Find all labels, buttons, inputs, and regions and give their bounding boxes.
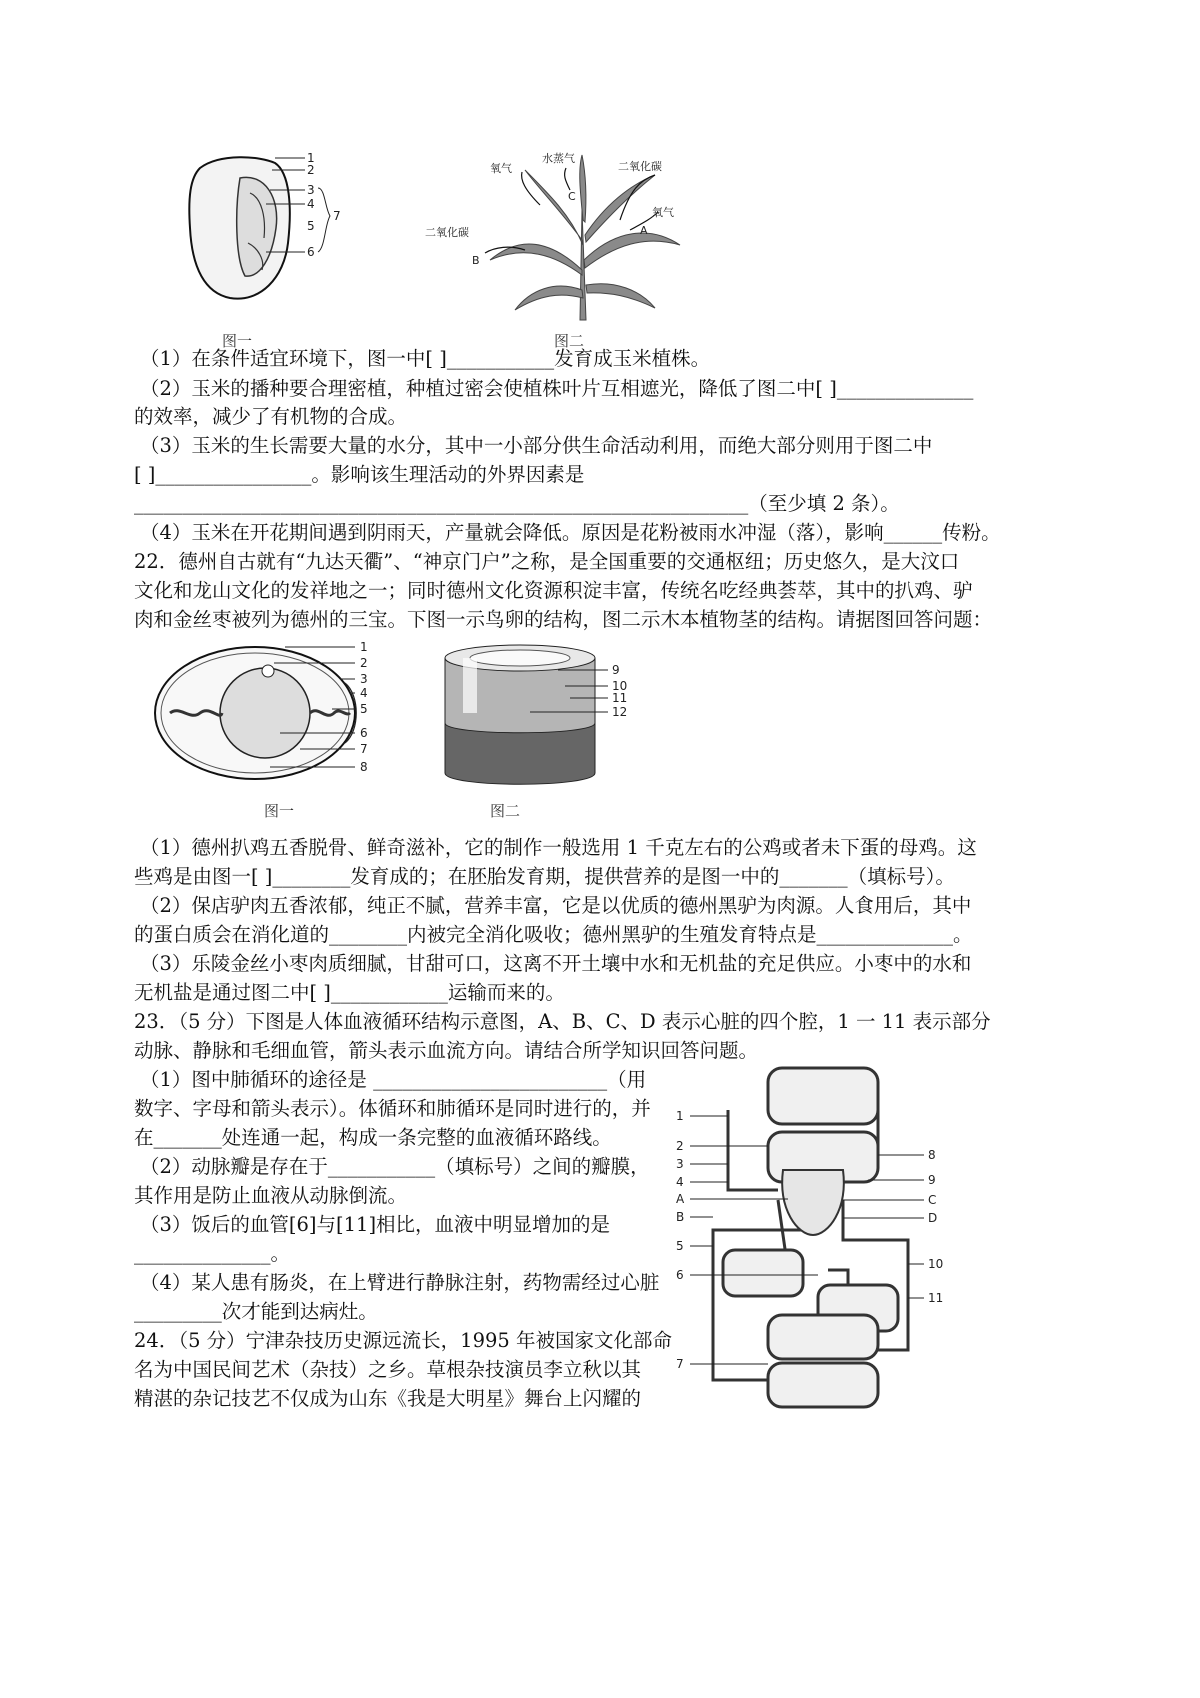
plant-label-oxygen-right: 氧气 — [652, 206, 674, 219]
corn-label-7: 7 — [333, 209, 341, 223]
q24-line-2: 名为中国民间艺术（杂技）之乡。草根杂技演员李立秋以其 — [134, 1358, 642, 1381]
plant-label-oxygen-left: 氧气 — [490, 162, 512, 175]
q21-line-1: （1）在条件适宜环境下，图一中[ ]___________发育成玉米植株。 — [140, 347, 711, 370]
egg-drawing — [150, 635, 390, 785]
corn-seed-drawing — [180, 148, 380, 318]
circ-label-7: 7 — [676, 1357, 684, 1371]
egg-label-2: 2 — [360, 656, 368, 670]
q23-line-8: （3）饭后的血管[6]与[11]相比，血液中明显增加的是 — [140, 1213, 611, 1236]
q21-line-5: [ ]________________。影响该生理活动的外界因素是 — [134, 463, 585, 486]
q23-line-2: 动脉、静脉和毛细血管，箭头表示血流方向。请结合所学知识回答问题。 — [134, 1039, 759, 1062]
q23-line-3: （1）图中肺循环的途径是 ________________________（用 — [140, 1068, 647, 1091]
plant-label-co2-right: 二氧化碳 — [618, 160, 662, 173]
circ-label-8: 8 — [928, 1148, 936, 1162]
circulation-figure — [668, 1060, 968, 1410]
q23-line-1: 23．（5 分）下图是人体血液循环结构示意图，A、B、C、D 表示心脏的四个腔，1 一 11 表示部分 — [134, 1010, 991, 1033]
egg-figure — [150, 635, 390, 785]
q21-line-6: _______________________________________________________________（至少填 2 条）。 — [134, 492, 900, 515]
corn-label-5: 5 — [307, 219, 315, 233]
circ-label-1: 1 — [676, 1109, 684, 1123]
stem-figure-caption: 图二 — [490, 802, 521, 820]
q22b-line-6: 无机盐是通过图二中[ ]____________运输而来的。 — [134, 981, 565, 1004]
q24-line-3: 精湛的杂记技艺不仅成为山东《我是大明星》舞台上闪耀的 — [134, 1387, 642, 1410]
q22-line-3: 肉和金丝枣被列为德州的三宝。下图一示鸟卵的结构，图二示木本植物茎的结构。请据图回答问题： — [134, 608, 993, 631]
q22b-line-3: （2）保店驴肉五香浓郁，纯正不腻，营养丰富，它是以优质的德州黑驴为肉源。人食用后，其中 — [140, 894, 972, 917]
circ-label-4: 4 — [676, 1175, 684, 1189]
stem-label-11: 11 — [612, 691, 628, 705]
q21-line-7: （4）玉米在开花期间遇到阴雨天，产量就会降低。原因是花粉被雨水冲湿（落），影响______传粉。 — [140, 521, 1001, 544]
corn-label-1: 1 — [307, 151, 315, 165]
stem-figure — [440, 638, 650, 788]
circ-label-2: 2 — [676, 1139, 684, 1153]
q22-line-2: 文化和龙山文化的发祥地之一；同时德州文化资源积淀丰富，传统名吃经典荟萃，其中的扒鸡、驴 — [134, 579, 973, 602]
q23-line-10: （4）某人患有肠炎，在上臂进行静脉注射，药物需经过心脏 — [140, 1271, 660, 1294]
plant-label-b: B — [472, 254, 480, 267]
q23-line-9: ______________。 — [134, 1242, 291, 1265]
egg-label-6: 6 — [360, 726, 368, 740]
circ-label-c: C — [928, 1193, 937, 1207]
plant-figure-caption: 图二 — [554, 332, 585, 350]
circulation-drawing — [668, 1060, 968, 1410]
circ-label-d: D — [928, 1211, 938, 1225]
q23-line-5: 在_______处连通一起，构成一条完整的血液循环路线。 — [134, 1126, 612, 1149]
egg-label-3: 3 — [360, 672, 368, 686]
corn-plant-drawing — [425, 150, 750, 325]
corn-seed-figure — [180, 148, 380, 318]
circ-label-6: 6 — [676, 1268, 684, 1282]
q24-line-1: 24．（5 分）宁津杂技历史源远流长，1995 年被国家文化部命 — [134, 1329, 672, 1352]
egg-label-8: 8 — [360, 760, 368, 774]
q22b-line-2: 些鸡是由图一[ ]________发育成的；在胚胎发育期，提供营养的是图一中的_______（填标号）。 — [134, 865, 955, 888]
q21-line-4: （3）玉米的生长需要大量的水分，其中一小部分供生命活动利用，而绝大部分则用于图二中 — [140, 434, 933, 457]
corn-figure-caption: 图一 — [222, 332, 253, 350]
plant-label-a: A — [640, 224, 648, 237]
egg-figure-caption: 图一 — [264, 802, 295, 820]
q21-line-3: 的效率，减少了有机物的合成。 — [134, 405, 408, 428]
circ-label-10: 10 — [928, 1257, 944, 1271]
circ-label-3: 3 — [676, 1157, 684, 1171]
corn-label-2: 2 — [307, 163, 315, 177]
q22b-line-4: 的蛋白质会在消化道的________内被完全消化吸收；德州黑驴的生殖发育特点是______________。 — [134, 923, 973, 946]
plant-label-c: C — [568, 190, 576, 203]
q22-line-1: 22．德州自古就有“九达天衢”、“神京门户”之称，是全国重要的交通枢纽；历史悠久，是大汶口 — [134, 550, 960, 573]
plant-label-vapor: 水蒸气 — [542, 152, 575, 165]
q23-line-7: 其作用是防止血液从动脉倒流。 — [134, 1184, 408, 1207]
circ-label-9: 9 — [928, 1173, 936, 1187]
egg-label-1: 1 — [360, 640, 368, 654]
egg-label-4: 4 — [360, 686, 368, 700]
corn-label-3: 3 — [307, 183, 315, 197]
stem-label-10: 10 — [612, 679, 628, 693]
q22b-line-5: （3）乐陵金丝小枣肉质细腻，甘甜可口，这离不开土壤中水和无机盐的充足供应。小枣中的水和 — [140, 952, 972, 975]
egg-label-5: 5 — [360, 702, 368, 716]
circ-label-b: B — [676, 1210, 685, 1224]
circ-label-5: 5 — [676, 1239, 684, 1253]
egg-label-7: 7 — [360, 742, 368, 756]
corn-plant-figure — [425, 150, 750, 325]
q22b-line-1: （1）德州扒鸡五香脱骨、鲜奇滋补，它的制作一般选用 1 千克左右的公鸡或者未下蛋的母鸡。这 — [140, 836, 977, 859]
q23-line-11: _________次才能到达病灶。 — [134, 1300, 378, 1323]
circ-label-a: A — [676, 1192, 685, 1206]
plant-label-co2-left: 二氧化碳 — [425, 226, 469, 239]
q21-line-2: （2）玉米的播种要合理密植，种植过密会使植株叶片互相遮光，降低了图二中[ ]______________ — [140, 377, 974, 400]
circ-label-11: 11 — [928, 1291, 944, 1305]
corn-label-4: 4 — [307, 197, 315, 211]
corn-label-6: 6 — [307, 245, 315, 259]
stem-drawing — [440, 638, 650, 788]
q23-line-6: （2）动脉瓣是存在于___________（填标号）之间的瓣膜， — [140, 1155, 650, 1178]
q23-line-4: 数字、字母和箭头表示）。体循环和肺循环是同时进行的，并 — [134, 1097, 651, 1120]
stem-label-9: 9 — [612, 663, 620, 677]
stem-label-12: 12 — [612, 705, 628, 719]
